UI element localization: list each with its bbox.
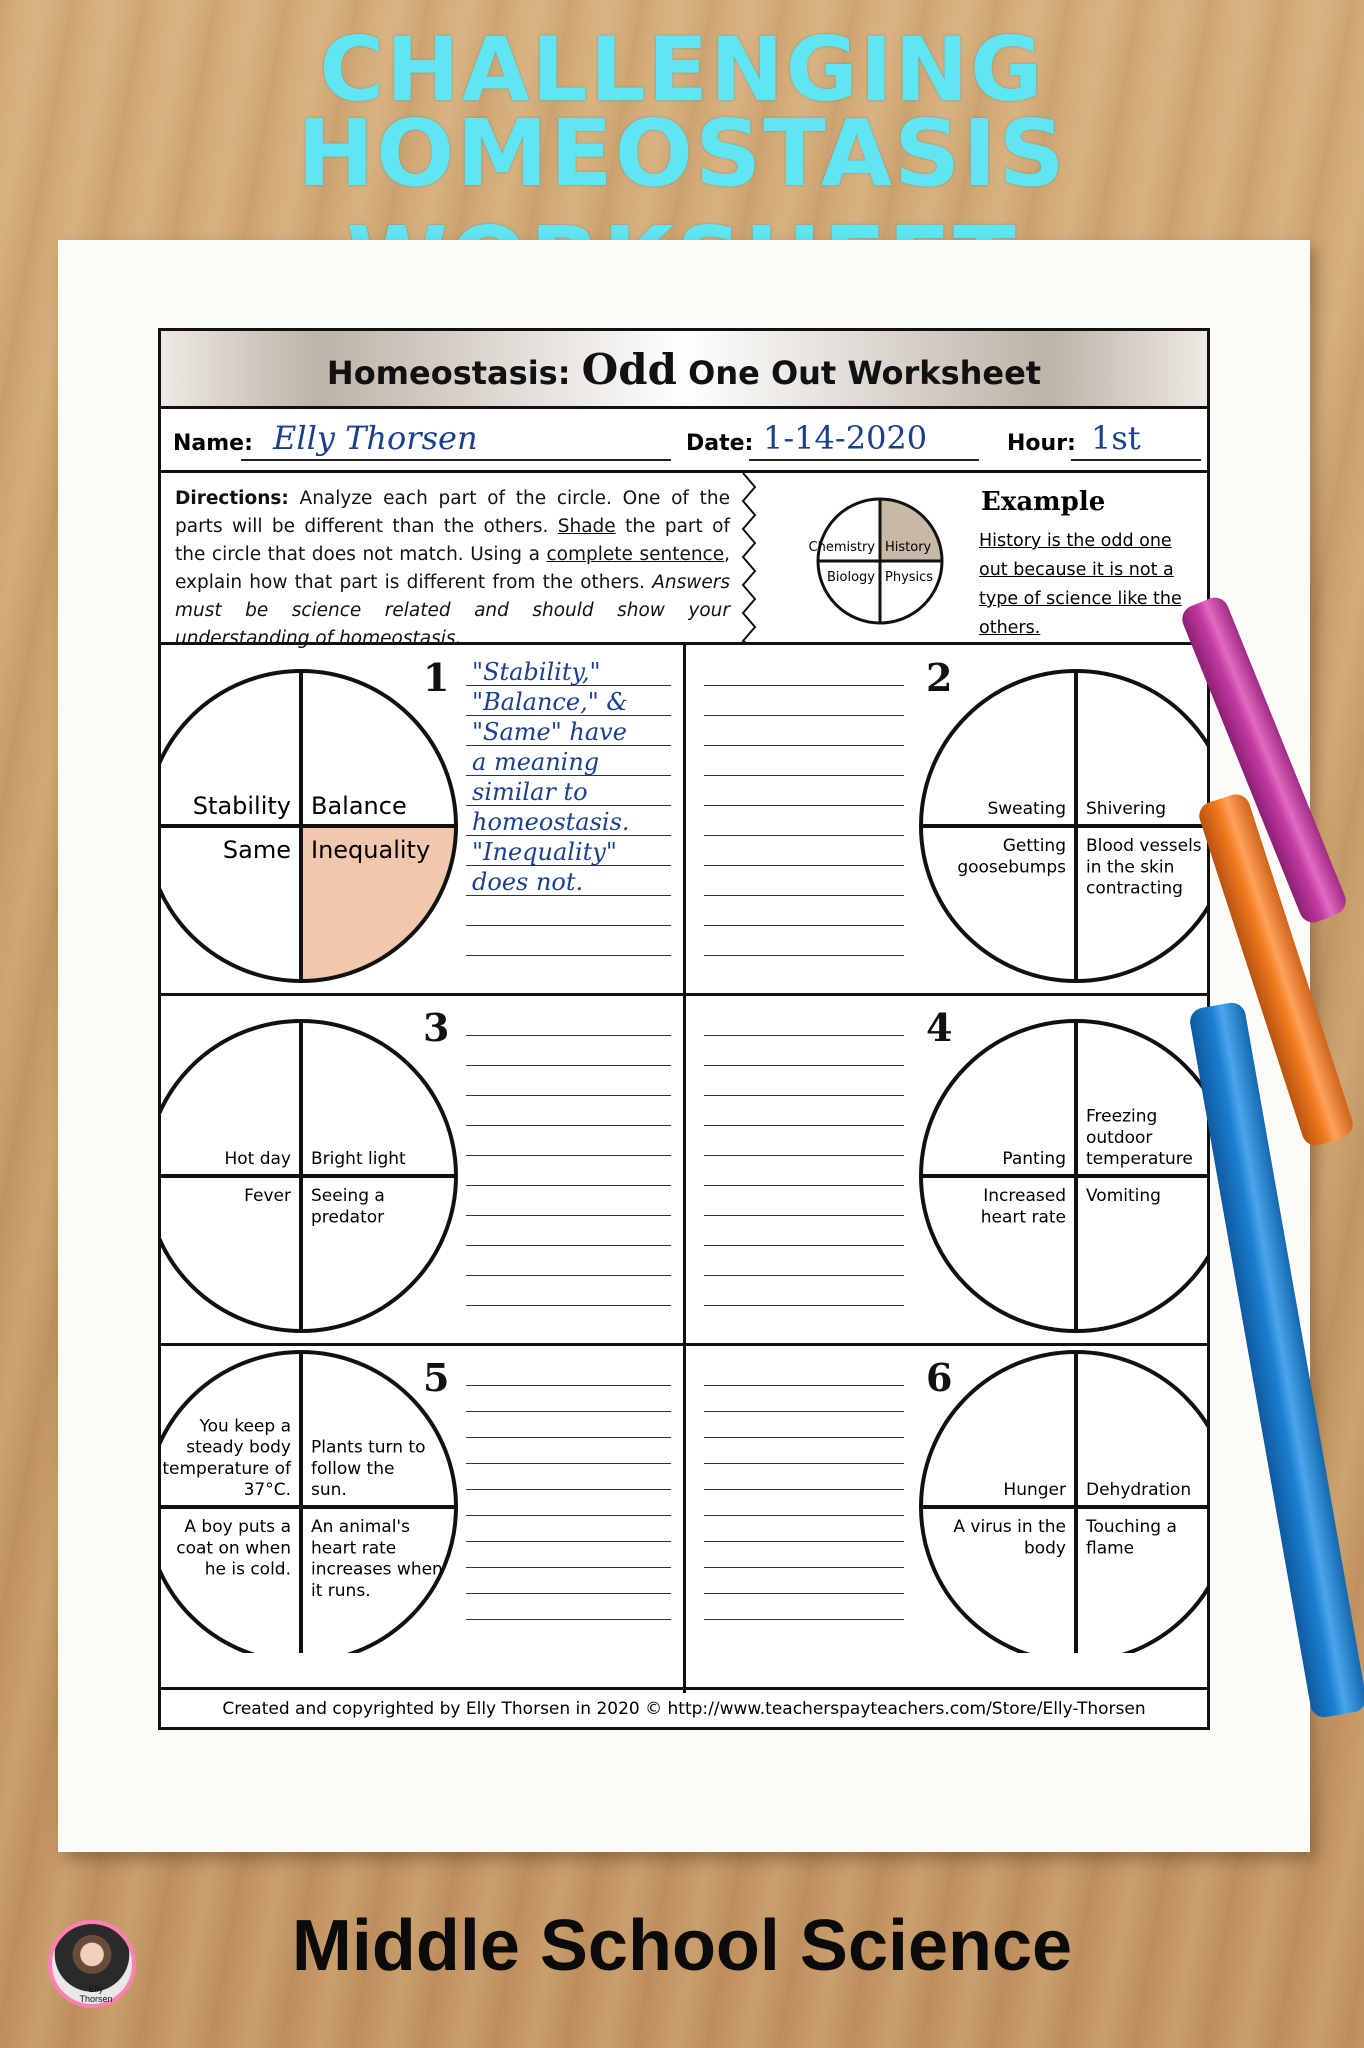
answer-line[interactable] (466, 1275, 671, 1276)
quadrant-2-1: Sweating (987, 799, 1066, 819)
answer-line[interactable] (704, 1411, 904, 1412)
answer-line[interactable] (704, 895, 904, 896)
name-value[interactable]: Elly Thorsen (273, 419, 478, 457)
answer-line[interactable] (704, 1185, 904, 1186)
bottom-label: Middle School Science (291, 1906, 1073, 1986)
answer-line[interactable] (466, 1437, 671, 1438)
answer-line[interactable] (704, 1385, 904, 1386)
answer-line[interactable] (466, 1245, 671, 1246)
answer-line[interactable] (704, 805, 904, 806)
pie-circle-5 (161, 1345, 683, 1653)
question-number-6: 6 (926, 1355, 953, 1400)
answer-line[interactable] (466, 1489, 671, 1490)
quadrant-2-4: Blood vessels in the skin contracting (1086, 836, 1202, 899)
quadrant-5-3: A boy puts a coat on when he is cold. (176, 1517, 291, 1580)
footer: Created and copyrighted by Elly Thorsen in 2020 © http://www.teacherspayteachers.com/Store/Elly-Thorsen (161, 1687, 1207, 1727)
quadrant-4-1: Panting (1002, 1149, 1066, 1169)
answer-line[interactable] (466, 1155, 671, 1156)
answer-line[interactable] (704, 1125, 904, 1126)
question-panel-6 (686, 1345, 1208, 1653)
quadrant-4-2: Freezing outdoor temperature (1086, 1106, 1193, 1169)
quadrant-1-4: Inequality (311, 836, 431, 864)
example-q1: Chemistry (808, 540, 875, 555)
directions-text: Directions: Analyze each part of the circle. One of the parts will be different than the others. Shade the part of the circle that does not match. Using a complete sentence, explain how that part is different from the others. Answers must be science related and should show your understanding of homeostasis. (175, 488, 731, 649)
directions-row (161, 473, 1207, 649)
hour-label: Hour: (1007, 431, 1076, 456)
date-value[interactable]: 1-14-2020 (763, 419, 928, 457)
quadrant-6-3: A virus in the body (953, 1517, 1066, 1559)
quadrant-5-4: An animal's heart rate increases when it runs. (311, 1517, 443, 1601)
question-number-4: 4 (926, 1005, 953, 1050)
avatar-caption: Elly Thorsen (79, 1984, 113, 2004)
question-number-3: 3 (423, 1005, 450, 1050)
answer-line[interactable] (466, 1385, 671, 1386)
info-row (161, 409, 1207, 473)
answer-line[interactable] (704, 745, 904, 746)
answer-text-1[interactable]: "Stability," "Balance," & "Same" have a meaning similar to homeostasis. "Inequality" does not. (472, 658, 630, 896)
author-avatar[interactable] (48, 1920, 136, 2008)
worksheet (158, 328, 1210, 1730)
answer-line[interactable] (466, 1125, 671, 1126)
date-label: Date: (686, 431, 754, 456)
pie-circle-3 (161, 995, 683, 1341)
quadrant-5-2: Plants turn to follow the sun. (311, 1437, 426, 1500)
answer-line[interactable] (704, 1215, 904, 1216)
answer-line[interactable] (704, 865, 904, 866)
quadrant-4-4: Vomiting (1086, 1186, 1161, 1206)
answer-line[interactable] (466, 1515, 671, 1516)
question-panel-3 (161, 995, 683, 1341)
quadrant-5-1: You keep a steady body temperature of 37°C. (162, 1416, 291, 1500)
answer-line[interactable] (704, 1065, 904, 1066)
answer-line[interactable] (466, 1567, 671, 1568)
title-suffix: One Out Worksheet (688, 354, 1042, 392)
question-number-5: 5 (423, 1355, 450, 1400)
answer-line[interactable] (466, 1035, 671, 1036)
answer-line[interactable] (466, 1411, 671, 1412)
answer-line[interactable] (466, 1593, 671, 1594)
banner-title-line1: CHALLENGING (319, 18, 1045, 121)
answer-line[interactable] (704, 1035, 904, 1036)
answer-line[interactable] (704, 1095, 904, 1096)
answer-line[interactable] (704, 685, 904, 686)
question-number-2: 2 (926, 655, 953, 700)
question-panel-5 (161, 1345, 683, 1653)
quadrant-3-4: Seeing a predator (311, 1186, 385, 1228)
answer-line[interactable] (704, 775, 904, 776)
example-title: Example (981, 487, 1106, 517)
answer-line[interactable] (704, 1305, 904, 1306)
banner-title-line2: HOMEOSTASIS (297, 100, 1067, 207)
zigzag-divider (735, 473, 765, 645)
question-panel-1 (161, 645, 683, 991)
answer-line[interactable] (466, 1065, 671, 1066)
answer-line[interactable] (704, 955, 904, 956)
title-prefix: Homeostasis: (326, 354, 571, 392)
answer-line[interactable] (704, 1155, 904, 1156)
worksheet-paper (58, 240, 1310, 1852)
question-panel-4 (686, 995, 1208, 1341)
quadrant-6-4: Touching a flame (1086, 1517, 1177, 1559)
answer-line[interactable] (704, 1437, 904, 1438)
worksheet-title (161, 331, 1207, 409)
answer-line[interactable] (704, 715, 904, 716)
answer-line[interactable] (704, 1275, 904, 1276)
question-panel-2 (686, 645, 1208, 991)
answer-line[interactable] (466, 1095, 671, 1096)
quadrant-3-2: Bright light (311, 1149, 406, 1169)
quadrant-3-1: Hot day (224, 1149, 291, 1169)
answer-line[interactable] (466, 1185, 671, 1186)
quadrant-1-3: Same (222, 836, 291, 864)
example-q3: Biology (827, 570, 875, 585)
quadrant-6-2: Dehydration (1086, 1480, 1192, 1500)
quadrant-3-3: Fever (244, 1186, 291, 1206)
hour-value[interactable]: 1st (1091, 419, 1141, 457)
answer-line[interactable] (704, 1593, 904, 1594)
quadrant-4-3: Increased heart rate (980, 1186, 1066, 1228)
answer-line[interactable] (704, 1541, 904, 1542)
title-odd-word: Odd (581, 345, 677, 394)
answer-line[interactable] (704, 1463, 904, 1464)
answer-line[interactable] (466, 1619, 671, 1620)
quadrant-6-1: Hunger (1003, 1480, 1066, 1500)
answer-line[interactable] (466, 955, 671, 956)
answer-line[interactable] (704, 925, 904, 926)
answer-line[interactable] (704, 1515, 904, 1516)
answer-line[interactable] (704, 1245, 904, 1246)
answer-line[interactable] (466, 1215, 671, 1216)
answer-line[interactable] (466, 1541, 671, 1542)
answer-line[interactable] (704, 1619, 904, 1620)
name-label: Name: (173, 431, 253, 456)
answer-line[interactable] (466, 1463, 671, 1464)
quadrant-2-2: Shivering (1086, 799, 1167, 819)
example-circle (795, 481, 965, 641)
question-number-1: 1 (423, 655, 450, 700)
example-q2: History (885, 540, 932, 555)
answer-line[interactable] (466, 1305, 671, 1306)
example-q4: Physics (885, 570, 934, 585)
answer-line[interactable] (704, 1489, 904, 1490)
quadrant-2-3: Getting goosebumps (957, 836, 1066, 878)
quadrant-1-1: Stability (192, 792, 291, 820)
answer-line[interactable] (704, 1567, 904, 1568)
quadrant-1-2: Balance (311, 792, 407, 820)
answer-line[interactable] (466, 925, 671, 926)
answer-line[interactable] (704, 835, 904, 836)
example-text: History is the odd one out because it is not a type of science like the others. (979, 531, 1182, 638)
